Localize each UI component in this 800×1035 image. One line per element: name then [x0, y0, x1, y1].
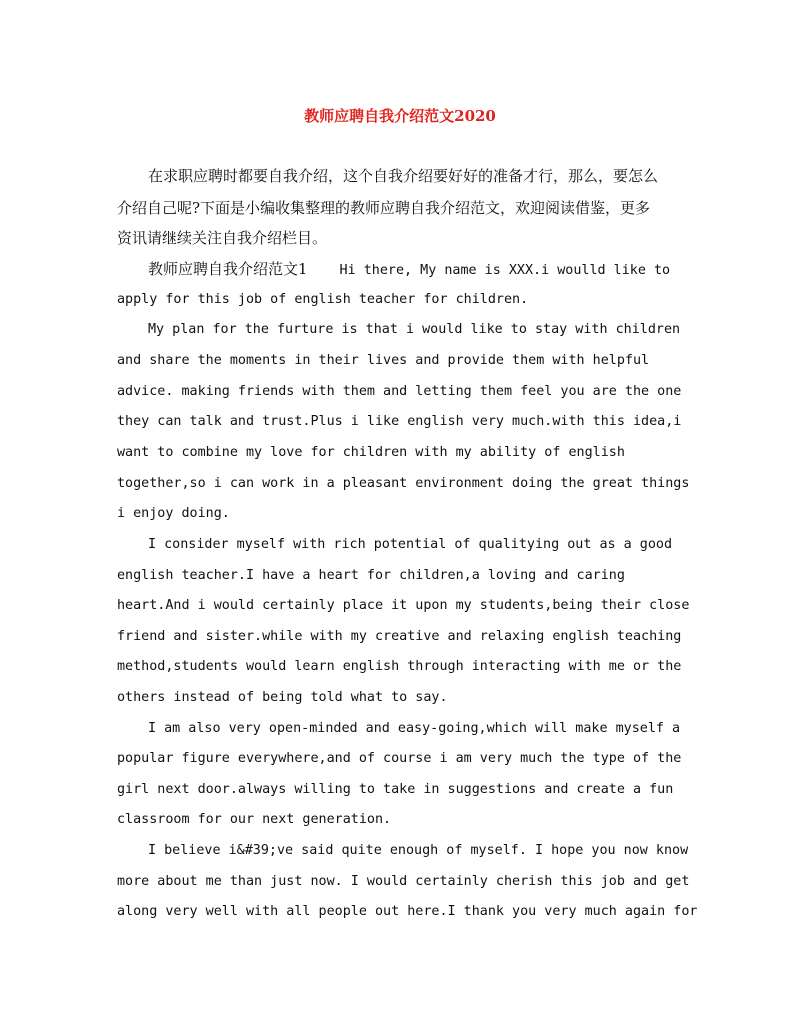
body-line: I consider myself with rich potential of qualitying out as a good — [148, 537, 673, 552]
body-line: want to combine my love for children with my ability of english — [117, 445, 625, 460]
body-line: friend and sister.while with my creative and relaxing english teaching — [117, 629, 682, 644]
body-line: together,so i can work in a pleasant environment doing the great things — [117, 476, 690, 491]
sample-first-line: Hi there, My name is XXX.i woulld like to — [339, 263, 671, 278]
body-line: method,students would learn english through interacting with me or the — [117, 659, 682, 674]
body-line: My plan for the furture is that i would like to stay with children — [148, 322, 681, 337]
sample-heading-line — [148, 259, 670, 279]
intro-line: 介绍自己呢?下面是小编收集整理的教师应聘自我介绍范文，欢迎阅读借鉴，更多 — [117, 199, 651, 217]
body-line: and share the moments in their lives and provide them with helpful — [117, 353, 650, 368]
body-line: english teacher.I have a heart for children,a loving and caring — [117, 568, 625, 583]
body-line: girl next door.always willing to take in suggestions and create a fun — [117, 782, 674, 797]
body-line: apply for this job of english teacher for children. — [117, 292, 529, 307]
body-line: along very well with all people out here.I thank you very much again for — [117, 904, 698, 919]
body-line: classroom for our next generation. — [117, 812, 392, 827]
intro-line: 在求职应聘时都要自我介绍，这个自我介绍要好好的准备才行，那么，要怎么 — [148, 167, 659, 185]
body-line: others instead of being told what to say. — [117, 690, 448, 705]
body-line: more about me than just now. I would certainly cherish this job and get — [117, 874, 690, 889]
body-line: I am also very open-minded and easy-going,which will make myself a — [148, 721, 681, 736]
body-line: i enjoy doing. — [117, 506, 230, 521]
body-line: advice. making friends with them and letting them feel you are the one — [117, 384, 682, 399]
sample-heading: 教师应聘自我介绍范文1 — [148, 260, 308, 278]
document-title: 教师应聘自我介绍范文2020 — [304, 107, 496, 125]
intro-line: 资讯请继续关注自我介绍栏目。 — [117, 229, 328, 247]
body-line: they can talk and trust.Plus i like english very much.with this idea,i — [117, 414, 682, 429]
body-line: I believe i&#39;ve said quite enough of myself. I hope you now know — [148, 843, 689, 858]
body-line: heart.And i would certainly place it upon my students,being their close — [117, 598, 690, 613]
body-line: popular figure everywhere,and of course i am very much the type of the — [117, 751, 682, 766]
